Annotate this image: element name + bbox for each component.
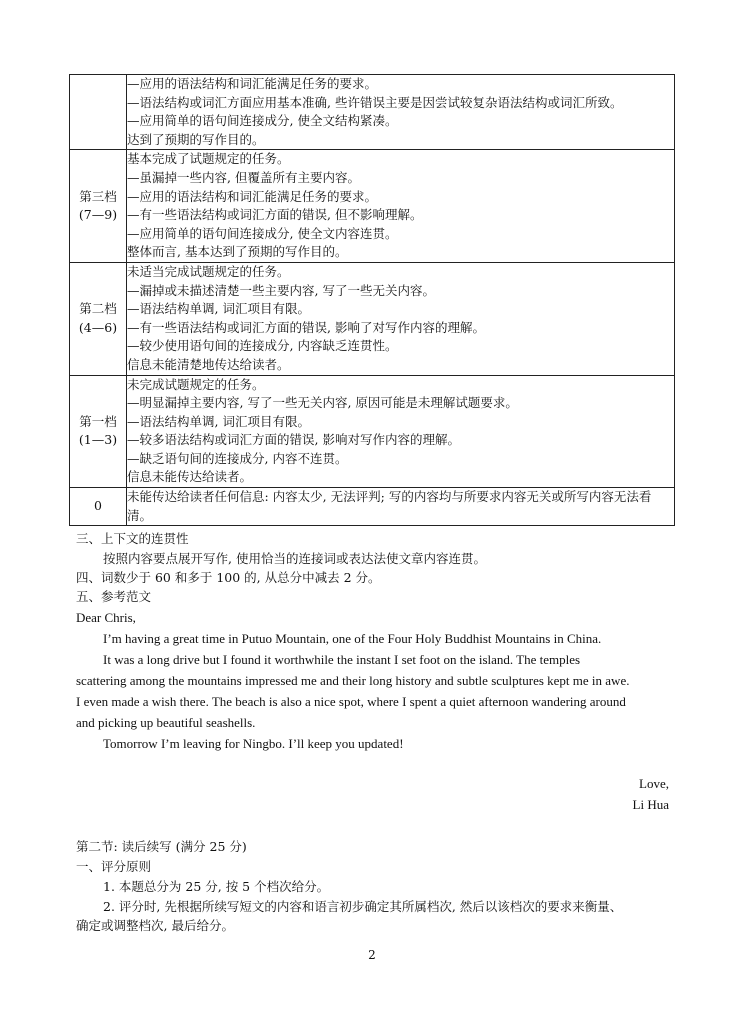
band-description-cell <box>127 375 675 488</box>
rubric-line: —应用的语法结构和词汇能满足任务的要求。 <box>127 188 378 204</box>
rubric-line: —语法结构单调, 词汇项目有限。 <box>127 301 310 317</box>
letter-closing: Love, <box>639 776 669 791</box>
rubric-line: 信息未能传达给读者。 <box>127 469 253 485</box>
rubric-line: —明显漏掉主要内容, 写了一些无关内容, 原因可能是未理解试题要求。 <box>127 395 518 411</box>
rubric-line: 信息未能清楚地传达给读者。 <box>127 356 290 372</box>
band-score-range: (1—3) <box>78 432 118 448</box>
letter-paragraph-2-line: I even made a wish there. The beach is also a nice spot, where I spent a quiet afternoon wandering around <box>76 694 626 709</box>
band-description-cell <box>127 75 675 150</box>
rubric-row-band1 <box>70 375 675 488</box>
letter-paragraph-2-line: and picking up beautiful seashells. <box>76 715 256 730</box>
band-score-range: (4—6) <box>78 319 118 335</box>
rubric-row-band4-continuation <box>70 75 675 150</box>
coherence-text: 按照内容要点展开写作, 使用恰当的连接词或表达法使文章内容连贯。 <box>103 551 486 566</box>
rubric-line: 达到了预期的写作目的。 <box>127 131 265 147</box>
rubric-line: —语法结构或词汇方面应用基本准确, 些许错误主要是因尝试较复杂语法结构或词汇所致。 <box>127 94 623 110</box>
band-description-cell <box>127 488 675 526</box>
scoring-principles-heading: 一、评分原则 <box>76 859 152 874</box>
scoring-rule-1: 1. 本题总分为 25 分, 按 5 个档次给分。 <box>103 879 330 894</box>
band-description-cell <box>127 150 675 263</box>
rubric-line: 整体而言, 基本达到了预期的写作目的。 <box>127 244 348 260</box>
rubric-line: 未能传达给读者任何信息: 内容太少, 无法评判; 写的内容均与所要求内容无关或所写内容无法看清。 <box>127 489 652 523</box>
band-name: 第三档 <box>79 188 117 204</box>
band-description-cell <box>127 262 675 375</box>
scoring-rubric-table <box>69 74 675 526</box>
scoring-rule-2-line2: 确定或调整档次, 最后给分。 <box>76 918 234 933</box>
band-label-cell <box>70 262 127 375</box>
scoring-rule-2-line1: 2. 评分时, 先根据所续写短文的内容和语言初步确定其所属档次, 然后以该档次的要求来衡量、 <box>103 899 623 914</box>
rubric-line: —应用简单的语句间连接成分, 使全文结构紧凑。 <box>127 113 398 129</box>
rubric-line: 基本完成了试题规定的任务。 <box>127 151 290 167</box>
part2-title: 第二节: 读后续写 (满分 25 分) <box>76 839 247 854</box>
band-label-cell <box>70 375 127 488</box>
band-label-cell-empty <box>70 75 127 150</box>
letter-paragraph-1: I’m having a great time in Putuo Mountain, one of the Four Holy Buddhist Mountains in China. <box>103 631 602 646</box>
band-name: 第二档 <box>79 301 117 317</box>
sample-essay-heading: 五、参考范文 <box>76 589 152 604</box>
band-name: 0 <box>94 498 102 514</box>
rubric-line: —缺乏语句间的连接成分, 内容不连贯。 <box>127 450 348 466</box>
band-name: 第一档 <box>79 413 117 429</box>
rubric-line: —应用简单的语句间连接成分, 使全文内容连贯。 <box>127 225 398 241</box>
rubric-line: 未完成试题规定的任务。 <box>127 376 265 392</box>
rubric-line: —语法结构单调, 词汇项目有限。 <box>127 413 310 429</box>
rubric-row-band0 <box>70 488 675 526</box>
rubric-line: —应用的语法结构和词汇能满足任务的要求。 <box>127 76 378 91</box>
letter-paragraph-3: Tomorrow I’m leaving for Ningbo. I’ll keep you updated! <box>103 736 404 751</box>
rubric-line: —有一些语法结构或词汇方面的错误, 影响了对写作内容的理解。 <box>127 319 485 335</box>
band-score-range: (7—9) <box>78 207 118 223</box>
letter-salutation: Dear Chris, <box>76 610 136 625</box>
word-count-rule: 四、词数少于 60 和多于 100 的, 从总分中减去 2 分。 <box>76 570 381 585</box>
rubric-line: —漏掉或未描述清楚一些主要内容, 写了一些无关内容。 <box>127 282 435 298</box>
rubric-line: 未适当完成试题规定的任务。 <box>127 263 290 279</box>
rubric-row-band3 <box>70 150 675 263</box>
rubric-line: —较多语法结构或词汇方面的错误, 影响对写作内容的理解。 <box>127 432 460 448</box>
rubric-line: —虽漏掉一些内容, 但覆盖所有主要内容。 <box>127 169 360 185</box>
letter-paragraph-2-line: scattering among the mountains impressed me and their long history and subtle sculptures kept me in awe. <box>76 673 630 688</box>
band-label-cell <box>70 150 127 263</box>
coherence-heading: 三、上下文的连贯性 <box>76 531 189 546</box>
letter-signature: Li Hua <box>632 797 669 812</box>
band-label-cell <box>70 488 127 526</box>
letter-paragraph-2-line: It was a long drive but I found it worthwhile the instant I set foot on the island. The temples <box>103 652 581 667</box>
rubric-row-band2 <box>70 262 675 375</box>
rubric-line: —有一些语法结构或词汇方面的错误, 但不影响理解。 <box>127 207 423 223</box>
page-number: 2 <box>368 948 376 962</box>
rubric-line: —较少使用语句间的连接成分, 内容缺乏连贯性。 <box>127 338 398 354</box>
